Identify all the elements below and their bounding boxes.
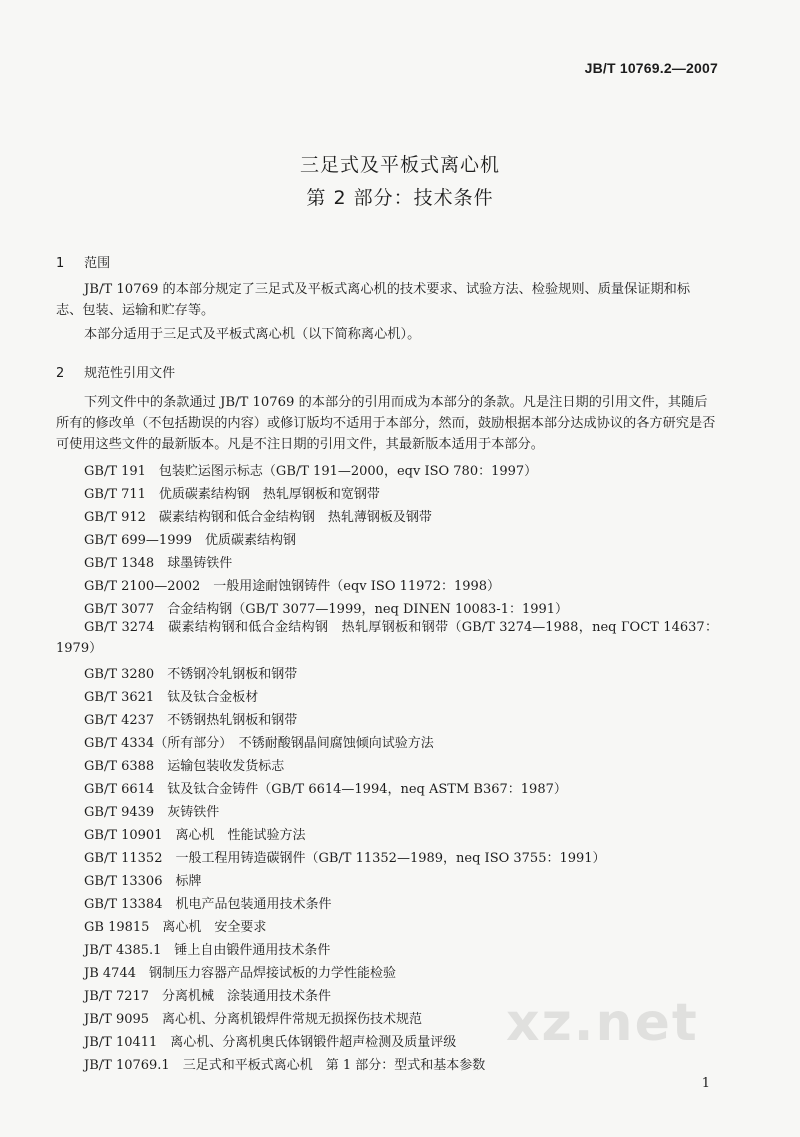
page-number: 1 <box>701 1076 710 1091</box>
scope-paragraph-2: 本部分适用于三足式及平板式离心机（以下简称离心机）。 <box>84 327 421 342</box>
reference-item: JB 4744 钢制压力容器产品焊接试板的力学性能检验 <box>84 966 396 981</box>
reference-item: GB/T 3274 碳素结构钢和低合金结构钢 热轧厚钢板和钢带（GB/T 3274—1988，neq ГОСТ 14637：1979） <box>56 620 718 656</box>
section-number: 1 <box>56 256 65 271</box>
section-heading-scope <box>56 252 110 271</box>
reference-item: GB/T 6388 运输包装收发货标志 <box>84 759 285 774</box>
reference-item: GB/T 4237 不锈钢热轧钢板和钢带 <box>84 713 298 728</box>
reference-item: GB/T 11352 一般工程用铸造碳钢件（GB/T 11352—1989，neq ISO 3755：1991） <box>84 851 606 866</box>
reference-item: GB/T 3077 合金结构钢（GB/T 3077—1999，neq DINEN 10083-1：1991） <box>84 602 569 617</box>
standard-code: JB/T 10769.2—2007 <box>584 60 718 76</box>
section-number: 2 <box>56 366 65 381</box>
reference-item: GB/T 13306 标牌 <box>84 874 202 889</box>
reference-item: GB/T 6614 钛及钛合金铸件（GB/T 6614—1994，neq ASTM B367：1987） <box>84 782 567 797</box>
reference-item: JB/T 7217 分离机械 涂装通用技术条件 <box>84 989 332 1004</box>
section-title: 规范性引用文件 <box>84 366 176 381</box>
reference-item: JB/T 9095 离心机、分离机锻焊件常规无损探伤技术规范 <box>84 1012 423 1027</box>
reference-item: GB/T 711 优质碳素结构钢 热轧厚钢板和宽钢带 <box>84 487 380 502</box>
reference-item: GB/T 2100—2002 一般用途耐蚀钢铸件（eqv ISO 11972：1998） <box>84 579 501 594</box>
reference-item: JB/T 4385.1 锤上自由锻件通用技术条件 <box>84 943 331 958</box>
reference-item: GB/T 912 碳素结构钢和低合金结构钢 热轧薄钢板及钢带 <box>84 510 432 525</box>
reference-item: GB/T 3621 钛及钛合金板材 <box>84 690 259 705</box>
reference-item: GB/T 3280 不锈钢冷轧钢板和钢带 <box>84 667 298 682</box>
reference-item: GB/T 191 包装贮运图示标志（GB/T 191—2000，eqv ISO 780：1997） <box>84 464 538 479</box>
section-heading-references <box>56 362 175 381</box>
reference-item: GB 19815 离心机 安全要求 <box>84 920 267 935</box>
reference-item: GB/T 4334（所有部分） 不锈耐酸钢晶间腐蚀倾向试验方法 <box>84 736 434 751</box>
document-subtitle: 第 2 部分：技术条件 <box>306 187 494 209</box>
reference-item: GB/T 699—1999 优质碳素结构钢 <box>84 533 297 548</box>
reference-item: JB/T 10411 离心机、分离机奥氏体钢锻件超声检测及质量评级 <box>84 1035 457 1050</box>
reference-item: GB/T 10901 离心机 性能试验方法 <box>84 828 306 843</box>
site-watermark: xz.net <box>506 993 699 1053</box>
scope-paragraph-1: JB/T 10769 的本部分规定了三足式及平板式离心机的技术要求、试验方法、检验规则、质量保证期和标志、包装、运输和贮存等。 <box>56 282 691 318</box>
references-intro: 下列文件中的条款通过 JB/T 10769 的本部分的引用而成为本部分的条款。凡是注日期的引用文件，其随后所有的修改单（不包括勘误的内容）或修订版均不适用于本部分，然而，鼓励根据本部分达成协议的各方研究是否可使用这些文件的最新版本。凡是不注日期的引用文件，其最新版本适用于本部分。 <box>56 395 716 452</box>
reference-item: GB/T 9439 灰铸铁件 <box>84 805 220 820</box>
section-title: 范围 <box>84 256 111 271</box>
reference-item: JB/T 10769.1 三足式和平板式离心机 第 1 部分：型式和基本参数 <box>84 1058 486 1073</box>
document-title: 三足式及平板式离心机 <box>299 154 500 176</box>
reference-item: GB/T 1348 球墨铸铁件 <box>84 556 233 571</box>
reference-item: GB/T 13384 机电产品包装通用技术条件 <box>84 897 332 912</box>
